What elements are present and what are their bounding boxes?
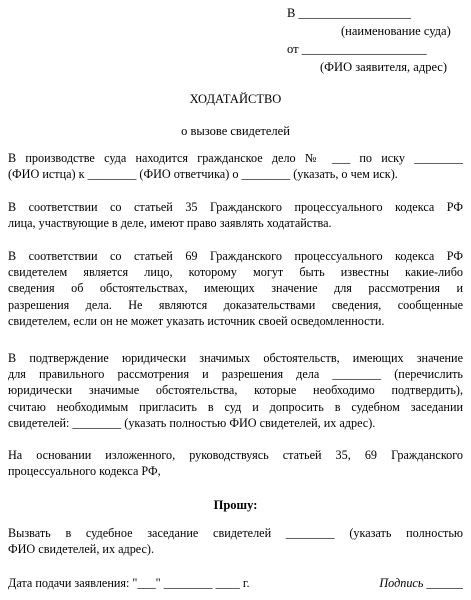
paragraph-basis [8, 447, 463, 479]
paragraph-line: В производстве суда находится гражданское дело № ___ по иску ________ [8, 151, 463, 165]
paragraph-line: В соответствии со статьей 69 Гражданского процессуального кодекса РФ [8, 249, 463, 263]
paragraph-line: лица, участвующие в деле, имеют право заявлять ходатайства. [8, 216, 332, 231]
paragraph-case [8, 150, 463, 182]
paragraph-line: процессуального кодекса РФ, [8, 464, 161, 479]
document-title: ХОДАТАЙСТВО [189, 92, 282, 106]
paragraph-article-35 [8, 199, 463, 231]
paragraph-line: считаю необходимым пригласить в суд и допросить в судебном заседании [8, 399, 463, 414]
paragraph-line: В соответствии со статьей 35 Гражданского процессуального кодекса РФ [8, 200, 463, 214]
paragraph-line: свидетелей: ________ (указать полностью ФИО свидетелей, их адрес). [8, 415, 376, 430]
paragraph-line: Вызвать в судебное заседание свидетелей ________ (указать полностью [8, 526, 463, 540]
paragraph-line: свидетелем является лицо, которому могут быть известны какие-либо [8, 265, 463, 280]
paragraph-line: сведения об обстоятельствах, имеющих значение для рассмотрения и [8, 281, 463, 296]
paragraph-line: свидетелем, если он не может указать источник своей осведомленности. [8, 313, 385, 328]
paragraph-line: В подтверждение юридически значимых обстоятельств, имеющих значение [8, 351, 463, 365]
signature-field: Подпись ______ [379, 576, 463, 590]
paragraph-line: юридически значимые обстоятельства, которые необходимо подтвердить), [8, 383, 463, 398]
paragraph-confirmation [8, 350, 463, 431]
paragraph-line: для правильного рассмотрения и разрешения дела ________ (перечислить [8, 367, 463, 382]
paragraph-line: (ФИО истца) к ________ (ФИО ответчика) о ________ (указать, о чем иск). [8, 167, 398, 182]
applicant-line: от ____________________ [287, 42, 427, 56]
paragraph-article-69 [8, 248, 463, 329]
paragraph-line: разрешения дела. Не являются доказательствами сведения, сообщенные [8, 297, 463, 312]
paragraph-line: ФИО свидетелей, их адрес). [8, 542, 155, 557]
paragraph-line: На основании изложенного, руководствуясь статьей 35, 69 Гражданского [8, 448, 463, 462]
court-hint: (наименование суда) [341, 24, 451, 38]
filing-date: Дата подачи заявления: "___" ________ ____ г. [8, 576, 250, 590]
document-subtitle: о вызове свидетелей [181, 124, 290, 138]
court-line: В __________________ [287, 6, 411, 20]
paragraph-request [8, 525, 463, 557]
request-heading: Прошу: [213, 498, 258, 512]
applicant-hint: (ФИО заявителя, адрес) [320, 60, 448, 74]
